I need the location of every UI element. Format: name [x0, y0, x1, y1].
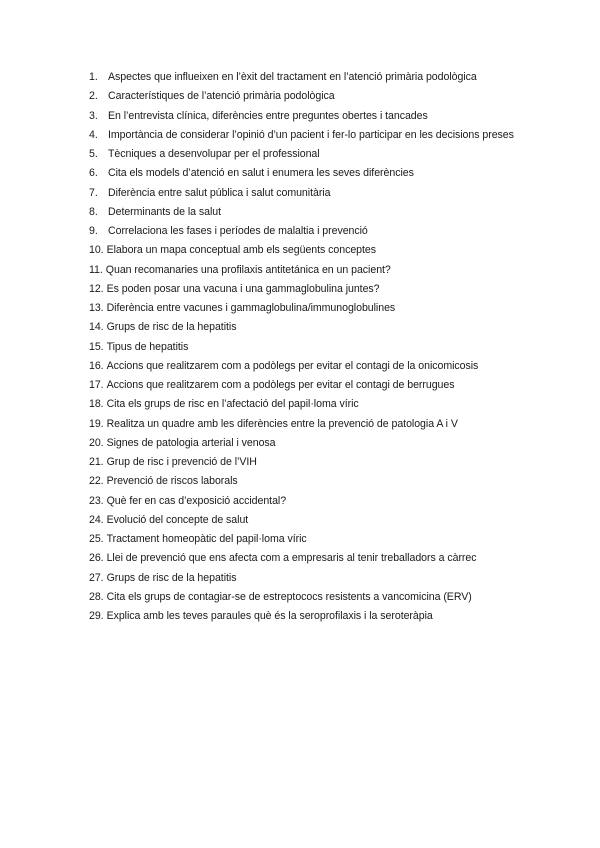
list-item-text: Què fer en cas d’exposició accidental? — [106, 494, 287, 507]
list-item — [89, 492, 569, 511]
list-item-text: Grup de risc i prevenció de l’VIH — [106, 456, 257, 468]
list-item-text: Aspectes que influeixen en l’èxit del tractament en l’atenció primària podològica — [108, 71, 477, 83]
list-item-number: 4. — [89, 128, 98, 141]
list-item — [89, 588, 569, 607]
list-item — [89, 376, 569, 395]
list-item — [89, 472, 569, 491]
list-item-number: 20. — [89, 436, 104, 449]
list-item-text: Correlaciona les fases i períodes de malaltia i prevenció — [108, 225, 368, 237]
list-item-number: 22. — [89, 475, 104, 488]
list-item-text: Tipus de hepatitis — [106, 340, 189, 353]
list-item-number: 17. — [89, 379, 104, 391]
list-item-text: Tractament homeopàtic del papil·loma víric — [106, 533, 307, 545]
list-item-text: Llei de prevenció que ens afecta com a empresaris al tenir treballadors a càrrec — [106, 552, 477, 565]
list-item-number: 16. — [89, 359, 104, 372]
list-item — [89, 318, 569, 337]
list-item-text: Signes de patologia arterial i venosa — [106, 436, 276, 449]
list-item-text: Accions que realitzarem com a podòlegs per evitar el contagi de berrugues — [106, 379, 455, 391]
list-item — [89, 241, 569, 260]
list-item — [89, 395, 569, 414]
list-item-number: 28. — [89, 590, 104, 603]
list-item — [89, 453, 569, 472]
list-item-number: 5. — [89, 148, 98, 160]
list-item-number: 13. — [89, 302, 104, 314]
list-item-text: Es poden posar una vacuna i una gammaglobulina juntes? — [106, 282, 380, 295]
list-item-number: 1. — [89, 71, 98, 83]
list-item — [89, 569, 569, 588]
list-item-text: Evolució del concepte de salut — [106, 513, 249, 526]
list-item-number: 25. — [89, 533, 104, 545]
list-item-text: Cita els grups de risc en l’afectació del papil·loma víric — [106, 398, 359, 411]
list-item-number: 21. — [89, 456, 104, 468]
list-item-number: 2. — [89, 90, 98, 103]
list-item-text: En l’entrevista clínica, diferències entre preguntes obertes i tancades — [108, 109, 428, 122]
list-item — [89, 415, 569, 434]
list-item-text: Realitza un quadre amb les diferències entre la prevenció de patologia A i V — [106, 417, 458, 430]
list-item-number: 23. — [89, 494, 104, 507]
list-item — [89, 164, 569, 183]
list-item-number: 27. — [89, 571, 104, 584]
list-item — [89, 261, 569, 280]
list-item — [89, 184, 569, 203]
list-item — [89, 549, 569, 568]
list-item-text: Importància de considerar l’opinió d’un pacient i fer-lo participar en les decisions preses — [108, 128, 514, 141]
list-item — [89, 299, 569, 318]
list-item — [89, 107, 569, 126]
list-item-text: Quan recomanaries una profilaxis antitetánica en un pacient? — [105, 263, 391, 276]
list-item — [89, 222, 569, 241]
list-item-text: Explica amb les teves paraules què és la seroprofilaxis i la seroteràpia — [106, 610, 433, 622]
list-item — [89, 434, 569, 453]
list-item-text: Grups de risc de la hepatitis — [106, 571, 237, 584]
list-item-text: Elabora un mapa conceptual amb els següents conceptes — [106, 244, 377, 257]
list-item-number: 15. — [89, 340, 104, 353]
list-item-text: Diferència entre vacunes i gammaglobulina/immunoglobulines — [106, 302, 396, 314]
list-item — [89, 357, 569, 376]
question-list — [89, 68, 569, 626]
list-item — [89, 87, 569, 106]
list-item-text: Tècniques a desenvolupar per el professional — [108, 148, 320, 160]
list-item — [89, 126, 569, 145]
list-item — [89, 607, 569, 626]
list-item-text: Grups de risc de la hepatitis — [106, 321, 237, 334]
list-item-text: Cita els grups de contagiar-se de estreptococs resistents a vancomicina (ERV) — [106, 590, 472, 603]
list-item — [89, 68, 569, 87]
list-item-text: Accions que realitzarem com a podòlegs per evitar el contagi de la onicomicosis — [106, 359, 479, 372]
list-item-text: Determinants de la salut — [108, 205, 222, 218]
list-item-number: 14. — [89, 321, 104, 334]
list-item-number: 6. — [89, 167, 98, 180]
list-item-number: 3. — [89, 109, 98, 122]
list-item-number: 29. — [89, 610, 104, 622]
list-item-number: 8. — [89, 205, 98, 218]
list-item-text: Característiques de l’atenció primària podològica — [108, 90, 335, 103]
list-item — [89, 338, 569, 357]
list-item-text: Cita els models d’atenció en salut i enumera les seves diferències — [108, 167, 414, 180]
list-item — [89, 511, 569, 530]
list-item — [89, 280, 569, 299]
list-item-text: Prevenció de riscos laborals — [106, 475, 238, 488]
list-item-text: Diferència entre salut pública i salut comunitària — [108, 186, 331, 199]
list-item-number: 12. — [89, 282, 104, 295]
list-item-number: 10. — [89, 244, 104, 257]
list-item-number: 18. — [89, 398, 104, 411]
list-item-number: 19. — [89, 417, 104, 430]
list-item-number: 9. — [89, 225, 98, 237]
list-item — [89, 145, 569, 164]
list-item-number: 24. — [89, 513, 104, 526]
list-item — [89, 530, 569, 549]
list-item-number: 26. — [89, 552, 104, 565]
list-item-number: 11. — [89, 263, 103, 276]
list-item — [89, 203, 569, 222]
list-item-number: 7. — [89, 186, 98, 199]
